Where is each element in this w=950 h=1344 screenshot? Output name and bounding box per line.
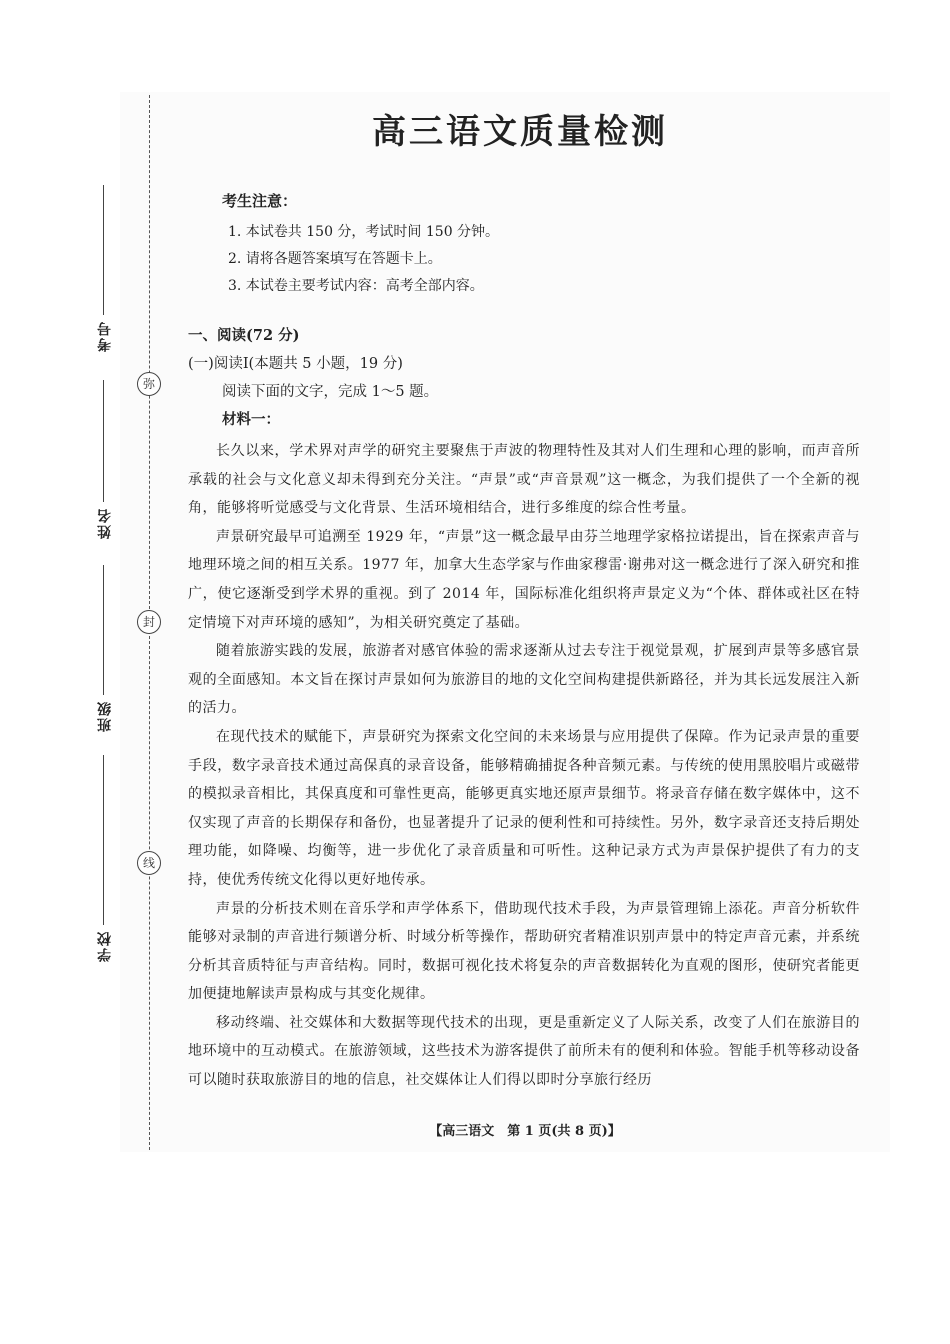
subsection-heading: (一)阅读Ⅰ(本题共 5 小题，19 分) — [188, 356, 403, 372]
material-body — [188, 437, 860, 1095]
paragraph: 声景研究最早可追溯至 1929 年，“声景”这一概念最早由芬兰地理学家格拉诺提出，旨在探索声音与地理环境之间的相互关系。1977 年，加拿大生态学家与作曲家穆雷·谢弗对这一概念进行了深入研究和推广，使它逐渐受到学术界的重视。到了 2014 年，国际标准化组织将声景定义为“个体、群体或社区在特定情境下对声环境的感知”，为相关研究奠定了基础。 — [188, 528, 860, 631]
candidate-notice — [222, 190, 842, 300]
school-label: 学校 — [97, 930, 113, 962]
reading-instruction: 阅读下面的文字，完成 1～5 题。 — [222, 384, 439, 400]
name-label: 姓名 — [97, 507, 113, 539]
notice-item: 2. 请将各题答案填写在答题卡上。 — [228, 251, 442, 267]
paragraph: 移动终端、社交媒体和大数据等现代技术的出现，更是重新定义了人际关系，改变了人们在旅游目的地环境中的互动模式。在旅游领域，这些技术为游客提供了前所未有的便利和体验。智能手机等移动设备可以随时获取旅游目的地的信息，社交媒体让人们得以即时分享旅行经历 — [188, 1014, 860, 1089]
seal-mark-feng: 封 — [137, 610, 161, 634]
material-label: 材料一： — [222, 411, 280, 428]
seal-mark-xian: 线 — [137, 851, 161, 875]
school-line — [103, 755, 104, 925]
notice-heading: 考生注意： — [222, 192, 298, 210]
class-label: 班级 — [97, 700, 113, 732]
page-footer: 【高三语文 第 1 页(共 8 页)】 — [429, 1124, 621, 1139]
paragraph: 长久以来，学术界对声学的研究主要聚焦于声波的物理特性及其对人们生理和心理的影响，而声音所承载的社会与文化意义却未得到充分关注。“声景”或“声音景观”这一概念，为我们提供了一个全新的视角，能够将听觉感受与文化背景、生活环境相结合，进行多维度的综合性考量。 — [188, 443, 860, 517]
class-line — [103, 565, 104, 695]
name-field[interactable] — [90, 380, 120, 550]
exam-number-label: 考号 — [97, 320, 113, 352]
school-field[interactable] — [90, 755, 120, 975]
name-line — [103, 380, 104, 502]
notice-item: 1. 本试卷共 150 分，考试时间 150 分钟。 — [228, 224, 500, 240]
exam-number-field[interactable] — [90, 185, 120, 365]
exam-title: 高三语文质量检测 — [372, 112, 668, 152]
exam-number-line — [103, 185, 104, 315]
paragraph: 随着旅游实践的发展，旅游者对感官体验的需求逐渐从过去专注于视觉景观，扩展到声景等多感官景观的全面感知。本文旨在探讨声景如何为旅游目的地的文化空间构建提供新路径，并为其长远发展注入新的活力。 — [188, 643, 860, 717]
seal-mark-mi: 弥 — [137, 372, 161, 396]
paragraph: 声景的分析技术则在音乐学和声学体系下，借助现代技术手段，为声景管理锦上添花。声音分析软件能够对录制的声音进行频谱分析、时域分析等操作，帮助研究者精准识别声景中的特定声音元素，并系统分析其音质特征与声音结构。同时，数据可视化技术将复杂的声音数据转化为直观的图形，使研究者能更加便捷地解读声景构成与其变化规律。 — [188, 900, 860, 1003]
paragraph: 在现代技术的赋能下，声景研究为探索文化空间的未来场景与应用提供了保障。作为记录声景的重要手段，数字录音技术通过高保真的录音设备，能够精确捕捉各种音频元素。与传统的使用黑胶唱片或磁带的模拟录音相比，其保真度和可靠性更高，能够更真实地还原声景细节。将录音存储在数字媒体中，这不仅实现了声音的长期保存和备份，也显著提升了记录的便利性和可持续性。另外，数字录音还支持后期处理功能，如降噪、均衡等，进一步优化了录音质量和可听性。这种记录方式为声景保护提供了有力的支持，使优秀传统文化得以更好地传承。 — [188, 728, 860, 888]
class-field[interactable] — [90, 565, 120, 735]
section-heading: 一、阅读(72 分) — [188, 327, 300, 344]
notice-item: 3. 本试卷主要考试内容：高考全部内容。 — [228, 278, 484, 294]
